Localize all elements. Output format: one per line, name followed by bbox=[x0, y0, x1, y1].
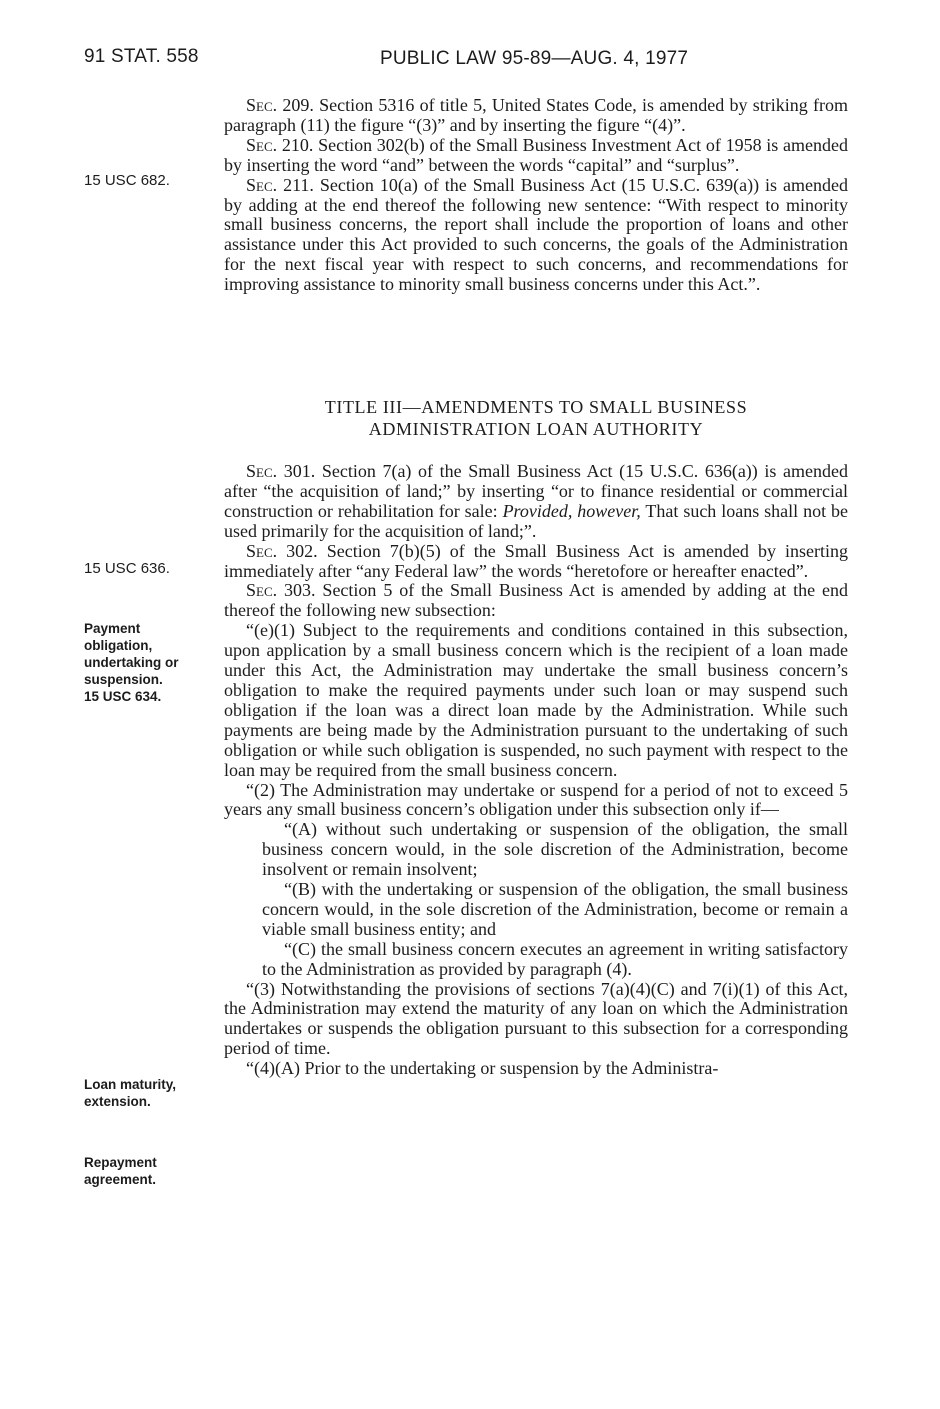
margin-note-line: obligation, bbox=[84, 638, 153, 653]
margin-note-citation: 15 USC 634. bbox=[84, 689, 162, 704]
section-text: Section 10(a) of the Small Business Act (15 U.S.C. 639(a)) is amended by adding at the end thereof the following new sentence: “With respect to minority small business concerns, the report shall include the proportion of loans and other assistance under this Act provided to such concerns, the goals of the Administration for the next fiscal year with respect to such concerns, and recommendations for improving assistance to minority small business concerns under this Act.”. bbox=[224, 174, 848, 295]
clause-b: “(B) with the undertaking or suspension of the obligation, the small business concern would, in the sole discretion of the Administration, become or remain a viable small business entity; and bbox=[262, 879, 848, 939]
margin-note-line: suspension. bbox=[84, 672, 163, 687]
section-label: Sec. 302. bbox=[246, 540, 318, 561]
section-label: Sec. 211. bbox=[246, 174, 314, 195]
subsection-e-3: “(3) Notwithstanding the provisions of sections 7(a)(4)(C) and 7(i)(1) of this Act, the Administration may extend the maturity of any loan on which the Administration undertakes or suspends the obligation pursuant to this subsection for a corresponding period of time. bbox=[224, 978, 848, 1059]
section-text: That such loans shall not be used primarily for the acquisition of land;”. bbox=[224, 500, 849, 541]
margin-note-line: agreement. bbox=[84, 1172, 157, 1187]
running-header: PUBLIC LAW 95-89—AUG. 4, 1977 bbox=[380, 48, 689, 69]
section-label: Sec. 210. bbox=[246, 134, 314, 155]
body-text-lower bbox=[224, 462, 848, 1079]
margin-note-line: extension. bbox=[84, 1094, 151, 1109]
subsection-e-1: “(e)(1) Subject to the requirements and conditions contained in this subsection, upon application by a small business concern which is the recipient of a loan made under this Act, the Administration may undertake the small business concern’s obligation to make the required payments under such loan or may suspend such obligation if the loan was a direct loan made by the Administration. While such payments are being made by the Administration pursuant to the undertaking of such obligation or while such obligation is suspended, no such payment with respect to the loan may be required from the small business concern. bbox=[224, 620, 848, 780]
margin-note-repayment-agreement bbox=[84, 1154, 214, 1188]
clause-a: “(A) without such undertaking or suspension of the obligation, the small business concern would, in the sole discretion of the Administration, become insolvent or remain insolvent; bbox=[262, 819, 848, 880]
section-text: Section 7(a) of the Small Business Act (15 U.S.C. 636(a)) is amended after “the acquisition of land;” by inserting “or to finance residential or commercial construction or rehabilitation for sale: bbox=[224, 461, 848, 521]
margin-note-15-usc-636: 15 USC 636. bbox=[84, 560, 170, 577]
subsection-e-2: “(2) The Administration may undertake or suspend for a period of not to exceed 5 years any small business concern’s obligation under this subsection only if— bbox=[224, 779, 848, 820]
section-209 bbox=[224, 96, 848, 136]
section-text: Section 302(b) of the Small Business Investment Act of 1958 is amended by inserting the word “and” between the words “capital” and “surplus”. bbox=[224, 134, 848, 175]
section-303 bbox=[224, 581, 848, 621]
title-iii-heading bbox=[224, 396, 848, 440]
margin-note-loan-maturity bbox=[84, 1076, 214, 1110]
section-text: Section 5 of the Small Business Act is amended by adding at the end thereof the following new subsection: bbox=[224, 580, 849, 621]
statute-page-number: 91 STAT. 558 bbox=[84, 46, 199, 67]
section-text: Section 5316 of title 5, United States Code, is amended by striking from paragraph (11) the figure “(3)” and by inserting the figure “(4)”. bbox=[224, 95, 848, 135]
margin-note-line: Payment bbox=[84, 621, 141, 636]
title-line-1: TITLE III—AMENDMENTS TO SMALL BUSINESS bbox=[324, 397, 748, 417]
section-label: Sec. 301. bbox=[246, 461, 316, 481]
section-211 bbox=[224, 176, 848, 295]
margin-note-line: Repayment bbox=[84, 1155, 157, 1170]
title-line-2: ADMINISTRATION LOAN AUTHORITY bbox=[368, 419, 704, 439]
margin-note-payment-obligation bbox=[84, 620, 214, 705]
section-label: Sec. 303. bbox=[246, 580, 316, 601]
clause-c: “(C) the small business concern executes an agreement in writing satisfactory to the Administration as provided by paragraph (4). bbox=[262, 938, 848, 979]
margin-note-line: Loan maturity, bbox=[84, 1077, 177, 1092]
section-label: Sec. 209. bbox=[246, 95, 314, 115]
subsection-e-4: “(4)(A) Prior to the undertaking or suspension by the Administra- bbox=[246, 1058, 719, 1079]
section-210 bbox=[224, 136, 848, 176]
margin-note-15-usc-682: 15 USC 682. bbox=[84, 172, 170, 189]
section-text: Section 7(b)(5) of the Small Business Act is amended by inserting immediately after “any Federal law” the words “heretofore or hereafter enacted”. bbox=[224, 540, 849, 581]
section-302 bbox=[224, 542, 848, 582]
section-301 bbox=[224, 462, 848, 542]
margin-note-line: undertaking or bbox=[84, 655, 179, 670]
body-text-upper bbox=[224, 96, 848, 295]
proviso-italic: Provided, however, bbox=[502, 500, 641, 521]
